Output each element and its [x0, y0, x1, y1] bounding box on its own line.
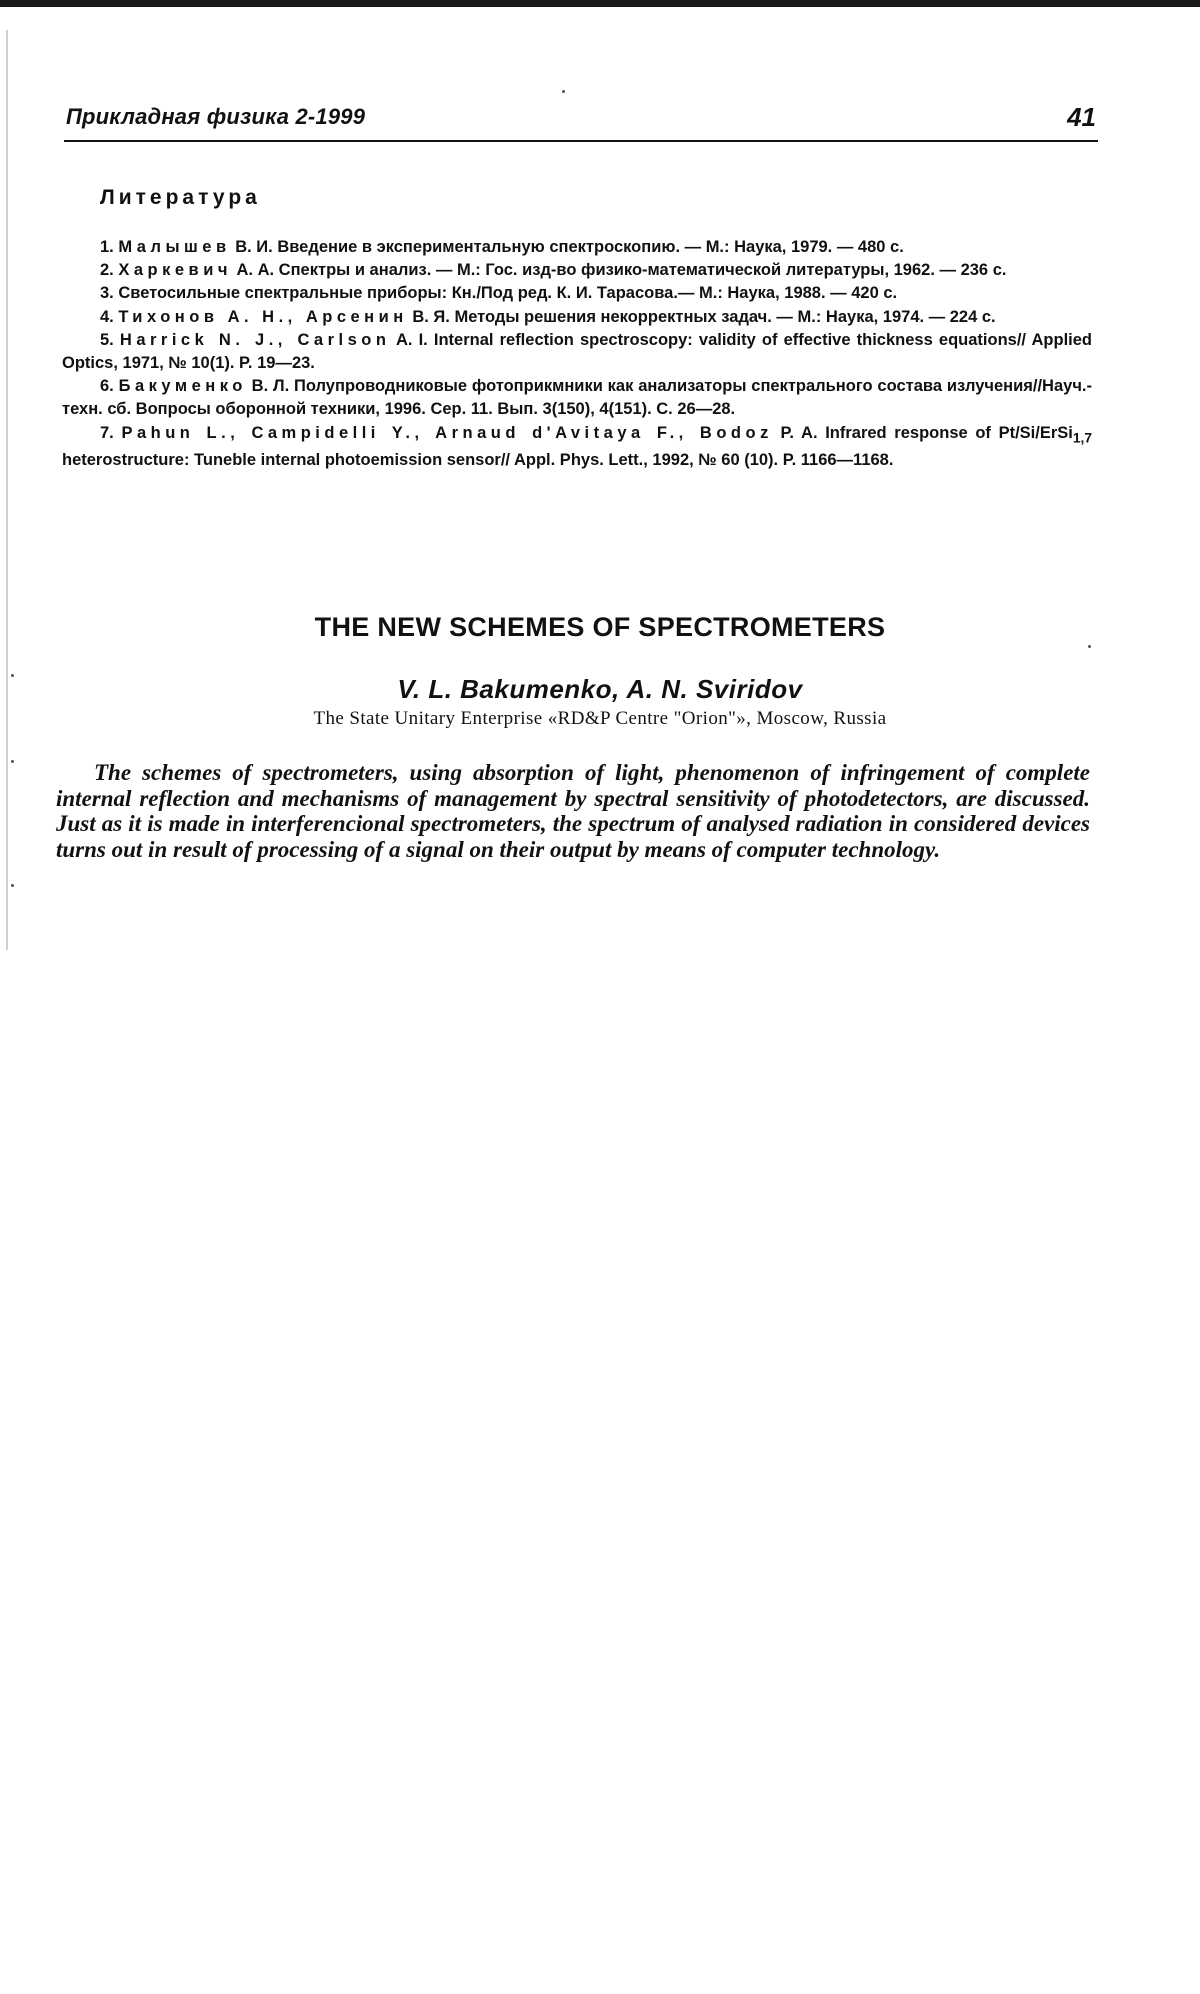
reference-item: 5. Harrick N. J., Carlson A. I. Internal reflection spectroscopy: validity of effective thickness equations// Applied Optics, 1971, № 10(1). P. 19—23.: [62, 330, 1093, 373]
article-abstract: The schemes of spectrometers, using absorption of light, phenomenon of infringement of complete internal reflection and mechanisms of management by spectral sensitivity of photodetectors, are discussed. Just as it is made in interferencional spectrometers, the spectrum of analysed radiation in considered devices turns out in result of processing of a signal on their output by means of computer technology.: [56, 760, 1090, 862]
reference-item: 4. Тихонов А. Н., Арсенин В. Я. Методы решения некорректных задач. — М.: Наука, 1974. — 224 с.: [100, 307, 996, 326]
page-number: 41: [1067, 102, 1096, 132]
scan-speck: [11, 760, 14, 763]
reference-list: [62, 236, 1092, 472]
journal-title: Прикладная физика 2-1999: [66, 104, 366, 129]
article-title: THE NEW SCHEMES OF SPECTROMETERS: [314, 612, 886, 642]
reference-item: 1. Малышев В. И. Введение в экспериментальную спектроскопию. — М.: Наука, 1979. — 480 с.: [100, 238, 904, 256]
article-authors: V. L. Bakumenko, A. N. Sviridov: [397, 674, 803, 704]
scan-speck: [562, 90, 565, 93]
reference-item: 6. Бакуменко В. Л. Полупроводниковые фотоприкмники как анализаторы спектрального состава излучения//Науч.-техн. сб. Вопросы оборонной техники, 1996. Сер. 11. Вып. 3(150), 4(151). С. 26—28.: [62, 377, 1092, 419]
scan-speck: [11, 884, 14, 887]
scan-left-margin-line: [6, 30, 8, 950]
reference-item: 3. Светосильные спектральные приборы: Кн./Под ред. К. И. Тарасова.— М.: Наука, 1988. — 420 с.: [100, 284, 898, 303]
scan-speck: [1088, 645, 1091, 648]
literature-heading: Литература: [100, 186, 261, 209]
scan-top-edge: [0, 0, 1200, 7]
reference-item: 2. Харкевич А. А. Спектры и анализ. — М.: Гос. изд-во физико-математической литературы, 1962. — 236 с.: [100, 261, 1007, 280]
running-header: [64, 100, 1098, 142]
reference-item: 7. Pahun L., Campidelli Y., Arnaud d'Avitaya F., Bodoz P. A. Infrared response of Pt/Si/ErSi$_{1,7}$ heterostructure: Tuneble internal photoemission sensor// Appl. Phys. Lett., 1992, № 60 (10). P. 1166—1168.: [62, 423, 1092, 470]
subscript: 1,7: [1072, 429, 1092, 445]
article-affiliation: The State Unitary Enterprise «RD&P Centre "Orion"», Moscow, Russia: [313, 708, 887, 729]
